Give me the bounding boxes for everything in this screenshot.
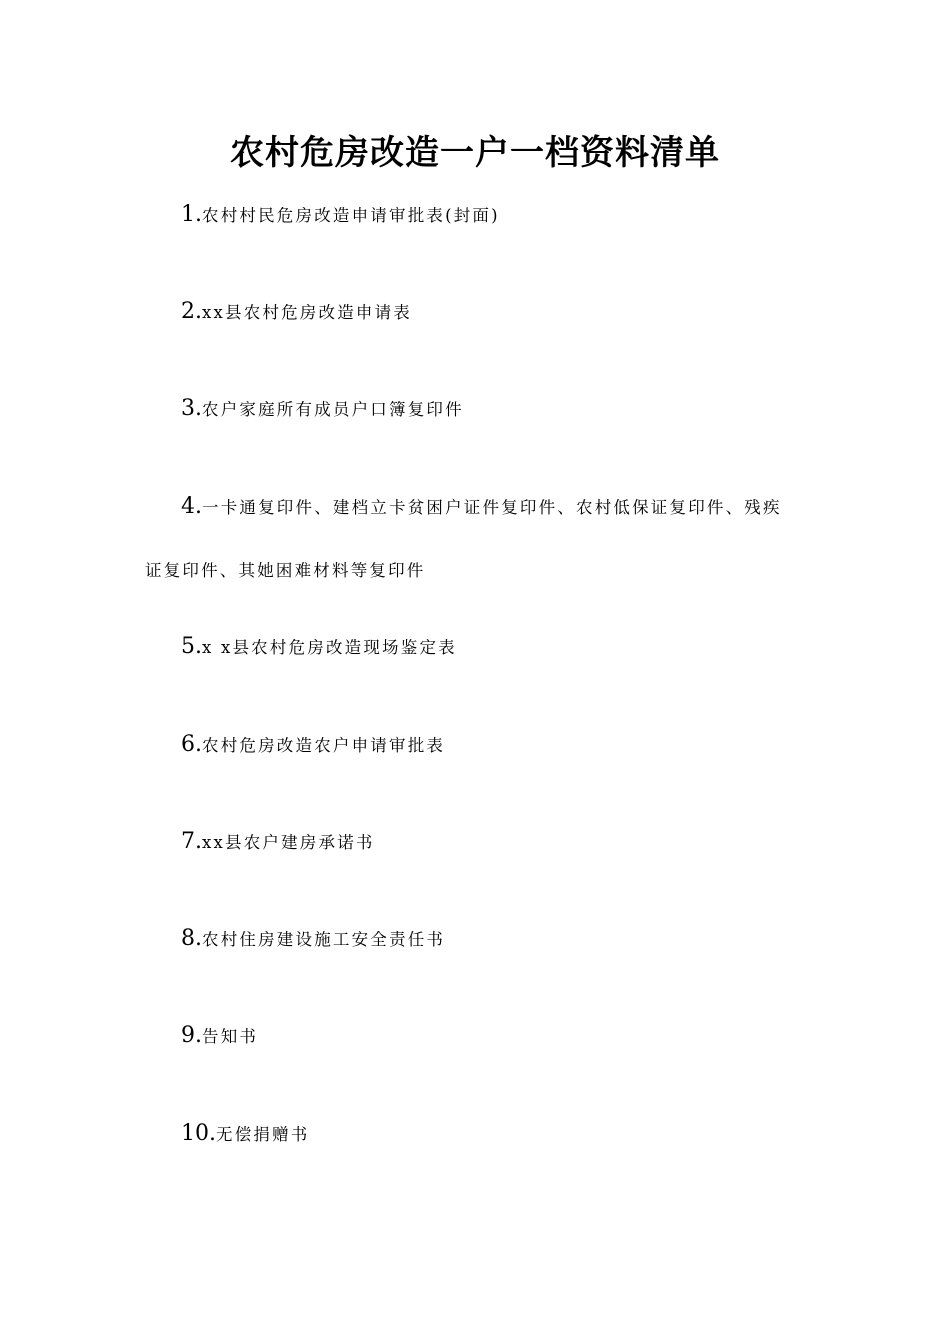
item-number: 2. <box>181 299 202 324</box>
item-number: 10. <box>181 1121 216 1146</box>
item-text: 农村住房建设施工安全责任书 <box>202 930 446 949</box>
list-item <box>181 396 464 421</box>
list-item <box>181 1121 310 1146</box>
item-number: 1. <box>181 202 202 227</box>
list-item <box>181 299 412 324</box>
item-text: 农村村民危房改造申请审批表(封面) <box>202 206 500 225</box>
document-title: 农村危房改造一户一档资料清单 <box>230 133 720 173</box>
list-item <box>181 494 782 519</box>
list-item <box>181 829 375 854</box>
item-number: 9. <box>181 1023 202 1048</box>
item-text: x x县农村危房改造现场鉴定表 <box>202 638 457 657</box>
list-item <box>181 634 457 659</box>
list-item <box>181 1023 258 1048</box>
item-number: 3. <box>181 396 202 421</box>
item-text: 告知书 <box>202 1027 259 1046</box>
item-number: 4. <box>181 494 202 519</box>
item-number: 6. <box>181 732 202 757</box>
item-number: 5. <box>181 634 202 659</box>
item-text: 一卡通复印件、建档立卡贫困户证件复印件、农村低保证复印件、残疾 <box>202 498 782 517</box>
item-text: xx县农村危房改造申请表 <box>202 303 413 322</box>
list-item <box>181 202 500 227</box>
list-item <box>181 732 445 757</box>
item-text: 无偿捐赠书 <box>216 1125 310 1144</box>
item-number: 8. <box>181 926 202 951</box>
item-number: 7. <box>181 829 202 854</box>
item-text: 农户家庭所有成员户口簿复印件 <box>202 400 464 419</box>
list-item <box>181 926 445 951</box>
item-continuation-text: 证复印件、其她困难材料等复印件 <box>145 561 426 580</box>
item-text: xx县农户建房承诺书 <box>202 833 375 852</box>
item-text: 农村危房改造农户申请审批表 <box>202 736 446 755</box>
